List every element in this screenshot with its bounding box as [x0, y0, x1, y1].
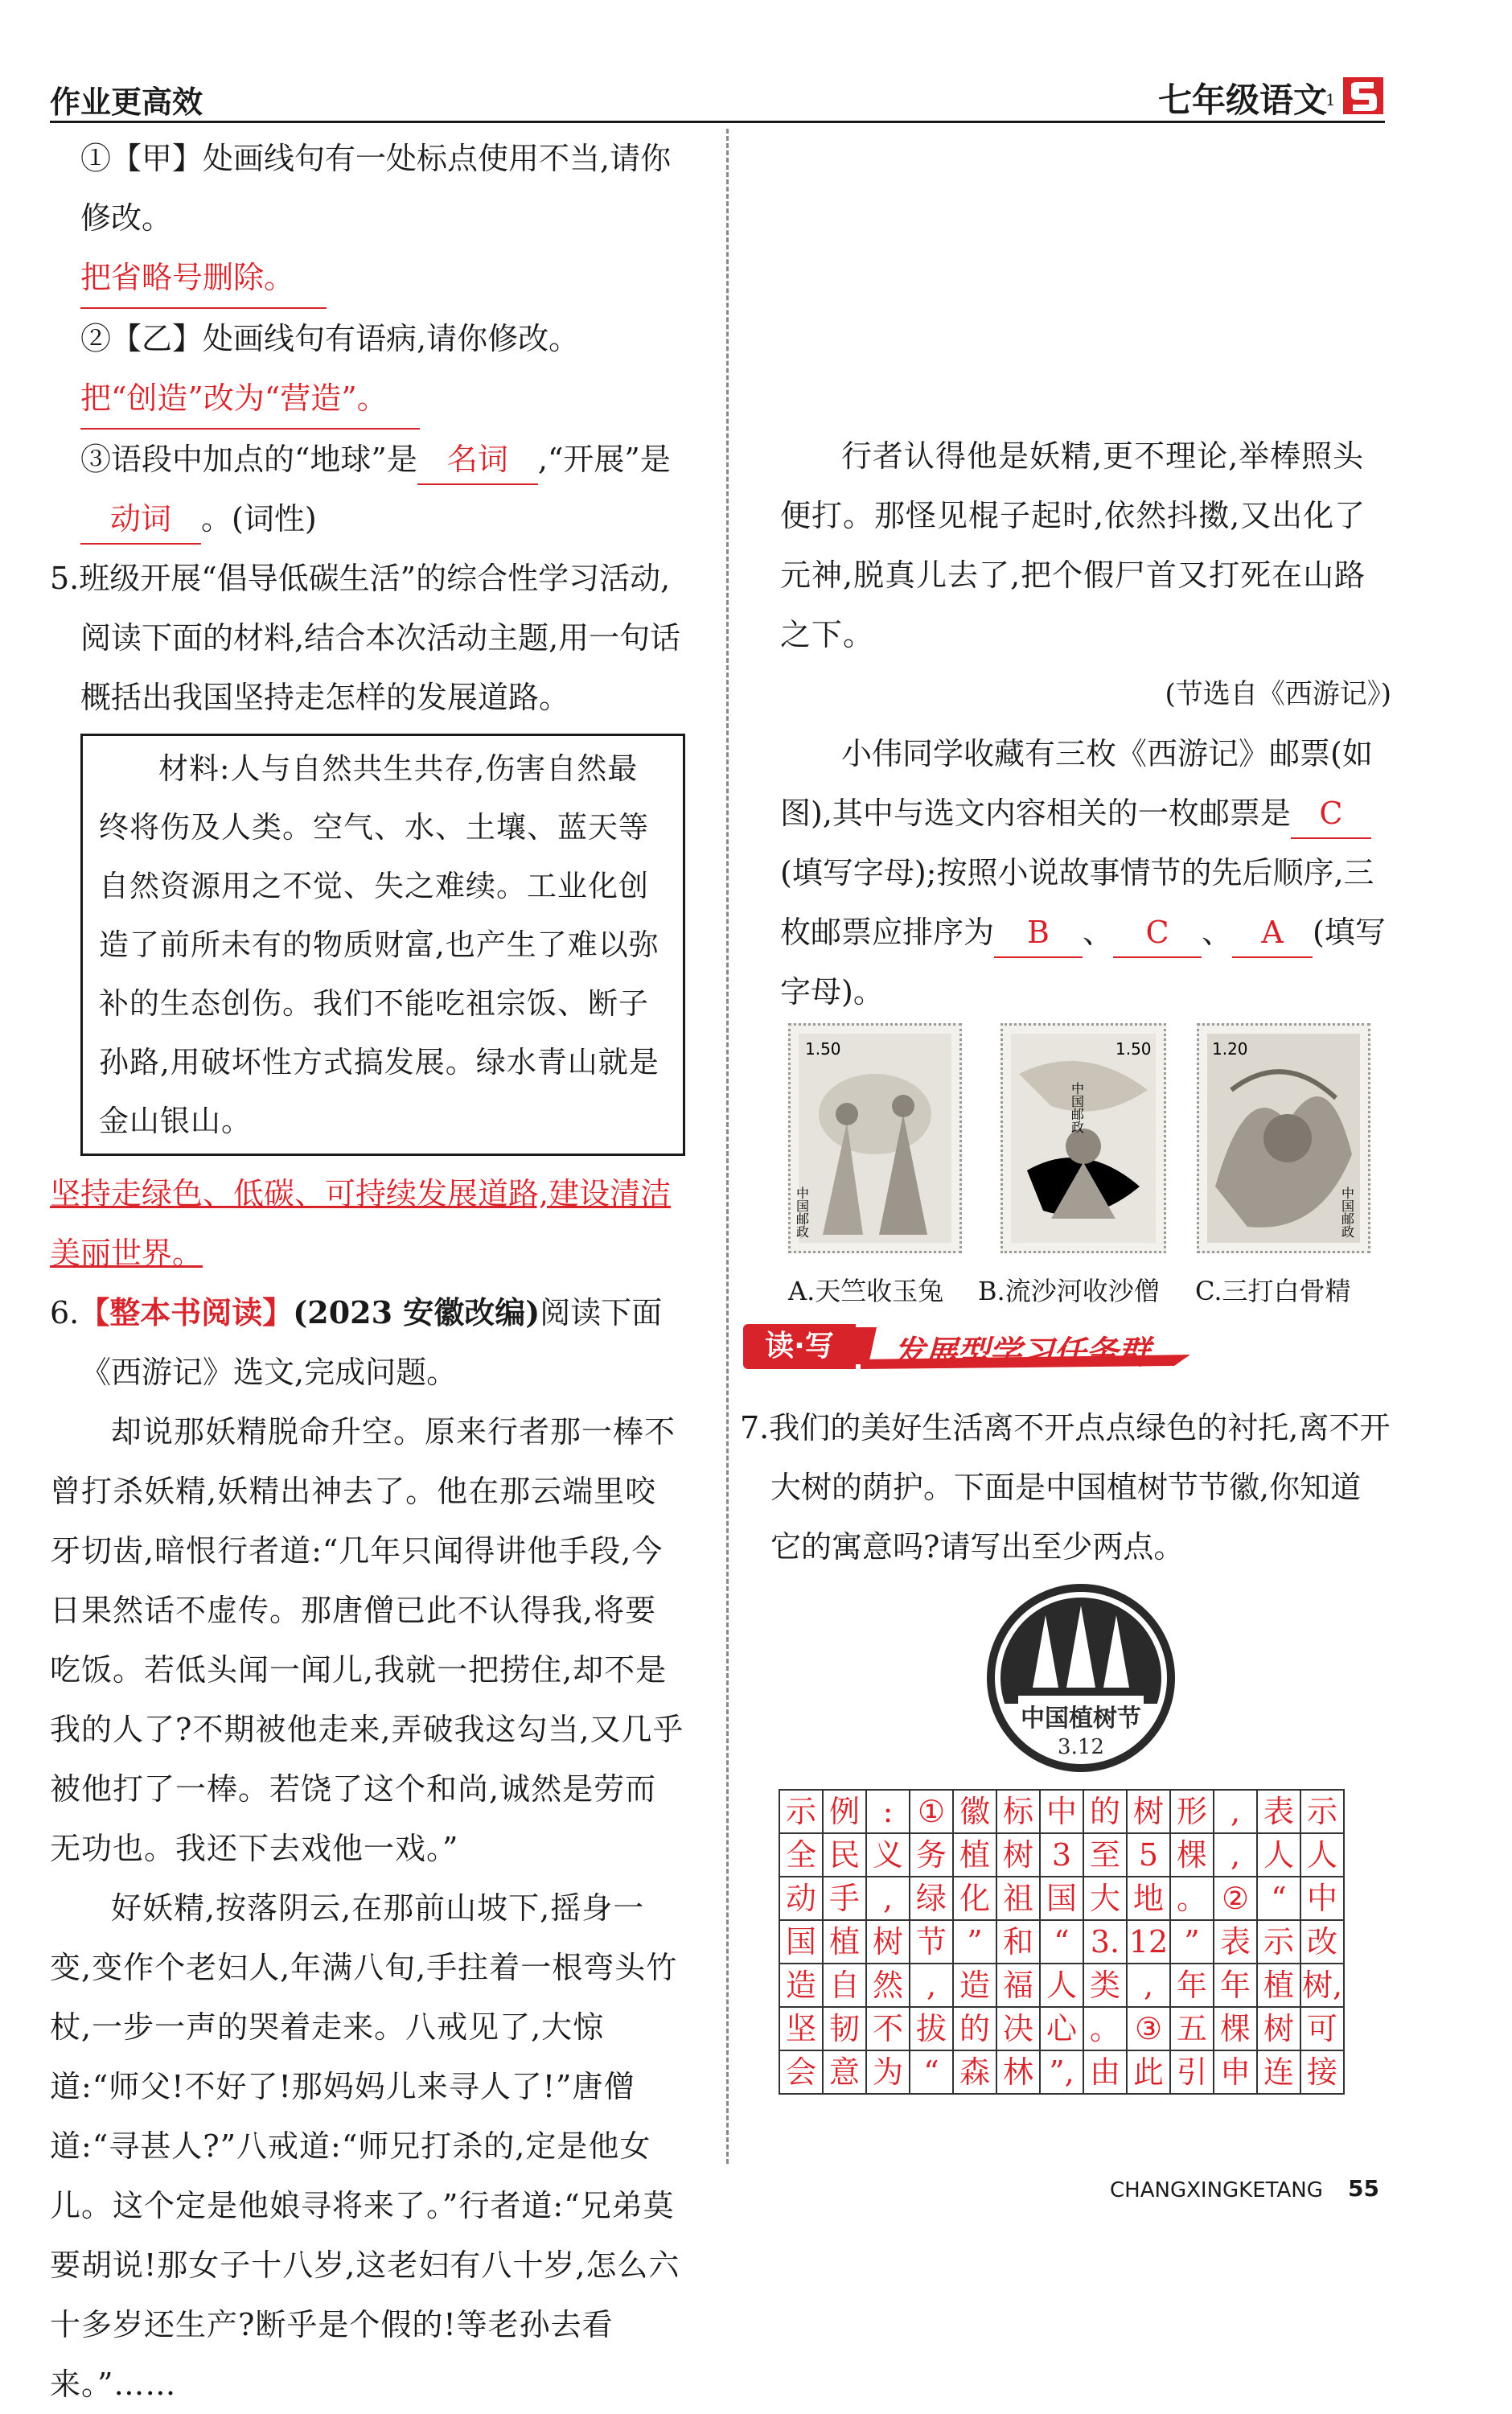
grid-cell: 和 — [996, 1920, 1040, 1964]
q7-block — [740, 1398, 1391, 1577]
q6-passage-para2: 好妖精,按落阴云,在那前山坡下,摇身一变,变作个老妇人,年满八旬,手拄着一根弯头竹杖,一步一声的哭着走来。八戒见了,大惊道:“师父!不好了!那妈妈儿来寻人了!”唐僧道:“寻甚人?”八戒道:“师兄打杀的,定是他女儿。这个定是他娘寻将来了。”行者道:“兄弟莫要胡说!那女子十八岁,这老妇有八十岁,怎么六十多岁还生产?断乎是个假的!等老孙去看来。”…… — [50, 1890, 680, 2402]
grid-row — [779, 1877, 1344, 1920]
q4-item1-answer — [50, 248, 685, 309]
header-rule — [50, 121, 1385, 123]
grid-cell: 树 — [1127, 1790, 1170, 1833]
page-number: 55 — [1348, 2175, 1379, 2202]
grid-cell: 。 — [1083, 2007, 1127, 2050]
grid-cell: 形 — [1170, 1790, 1214, 1833]
stamp-a-caption: A.天竺收玉兔 — [788, 1276, 944, 1306]
grid-cell: 12 — [1127, 1920, 1170, 1964]
grid-cell: 中 — [1040, 1790, 1083, 1833]
stamp-b-caption: B.流沙河收沙僧 — [978, 1276, 1160, 1306]
grid-cell: 棵 — [1170, 1833, 1214, 1877]
footer-brand: CHANGXINGKETANG — [1110, 2178, 1323, 2202]
publisher-logo-icon — [1341, 72, 1388, 119]
q6-answer-order2: C — [1113, 908, 1202, 958]
q6-citation: (节选自《西游记》) — [1165, 678, 1391, 710]
grid-cell: ③ — [1127, 2007, 1170, 2050]
grid-cell: 。 — [1170, 1877, 1214, 1920]
q6-order-sep2: 、 — [1202, 915, 1233, 950]
section-title: 发展型学习任务群 — [893, 1334, 1150, 1371]
grid-cell: 示 — [1300, 1790, 1344, 1833]
grid-cell: 例 — [823, 1790, 866, 1833]
stamp-b-value: 1.50 — [1116, 1039, 1152, 1059]
grid-cell: , — [866, 1877, 910, 1920]
header-left-title: 作业更高效 — [50, 84, 203, 120]
grid-cell: 3 — [1040, 1833, 1083, 1877]
grid-cell: 人 — [1257, 1833, 1300, 1877]
grid-cell: 连 — [1257, 2050, 1300, 2094]
grid-cell: 类 — [1083, 1964, 1127, 2007]
stamp-c-caption: C.三打白骨精 — [1195, 1276, 1351, 1306]
stamp-c-country: 中国邮政 — [1339, 1186, 1355, 1238]
q5-material-box — [80, 734, 685, 1156]
q6-tag: 【整本书阅读】 — [79, 1295, 294, 1330]
q7-stem: 7.我们的美好生活离不开点点绿色的衬托,离不开大树的荫护。下面是中国植树节节徽,你知道它的寓意吗?请写出至少两点。 — [740, 1410, 1391, 1565]
grid-cell: , — [1127, 1964, 1170, 2007]
grid-cell: 造 — [779, 1964, 823, 2007]
q6-source: (2023 安徽改编) — [293, 1294, 540, 1330]
emblem-date: 3.12 — [1058, 1735, 1104, 1759]
stamp-b — [1000, 1023, 1166, 1253]
q6-passage-para3: 行者认得他是妖精,更不理论,举棒照头便打。那怪见棍子起时,依然抖擞,又出化了元神,脱真儿去了,把个假尸首又打死在山路之下。 — [780, 438, 1366, 652]
grid-cell: 树 — [866, 1920, 910, 1964]
q4-item1-answer-text: 把省略号删除。 — [80, 248, 327, 309]
grid-cell: 改 — [1300, 1920, 1344, 1964]
grid-cell: 国 — [1040, 1877, 1083, 1920]
grid-cell: 不 — [866, 2007, 910, 2050]
grid-cell: 树 — [1257, 2007, 1300, 2050]
grid-cell: 韧 — [823, 2007, 866, 2050]
grid-cell: 示 — [1257, 1920, 1300, 1964]
grid-cell: “ — [1040, 1920, 1083, 1964]
grid-cell: 绿 — [910, 1877, 953, 1920]
grid-cell: 树 — [996, 1833, 1040, 1877]
grid-cell: 植 — [1257, 1964, 1300, 2007]
grid-cell: 心 — [1040, 2007, 1083, 2050]
grid-cell: 申 — [1214, 2050, 1257, 2094]
grid-cell: 动 — [779, 1877, 823, 1920]
grid-cell: 树, — [1300, 1964, 1344, 2007]
stamp-a-country: 中国邮政 — [794, 1186, 810, 1238]
grid-cell: 造 — [953, 1964, 996, 2007]
grid-cell: 五 — [1170, 2007, 1214, 2050]
grid-cell: 手 — [823, 1877, 866, 1920]
header-subject-title: 七年级语文 — [1158, 80, 1328, 120]
grid-cell: 大 — [1083, 1877, 1127, 1920]
q5-material-text: 材料:人与自然共生共存,伤害自然最终将伤及人类。空气、水、土壤、蓝天等自然资源用之不觉、失之难续。工业化创造了前所未有的物质财富,也产生了难以弥补的生态创伤。我们不能吃祖宗饭、断子孙路,用破坏性方式搞发展。绿水青山就是金山银山。 — [99, 751, 659, 1138]
grid-cell: 植 — [953, 1833, 996, 1877]
q4-item2-answer-text: 把“创造”改为“营造”。 — [80, 368, 420, 430]
stamp-c-value: 1.20 — [1212, 1039, 1248, 1059]
q6-number: 6. — [50, 1295, 80, 1330]
q4-item3-answer2: 动词 — [80, 495, 201, 545]
grid-cell: 5 — [1127, 1833, 1170, 1877]
grid-cell: 中 — [1300, 1877, 1344, 1920]
grid-cell: 表 — [1257, 1790, 1300, 1833]
grid-cell: 林 — [996, 2050, 1040, 2094]
q6-order-sep1: 、 — [1083, 915, 1114, 950]
grid-cell: 节 — [910, 1920, 953, 1964]
q6-stem-rest: 阅读下面《西游记》选文,完成问题。 — [80, 1295, 663, 1390]
left-column — [50, 129, 685, 2414]
grid-cell: 此 — [1127, 2050, 1170, 2094]
grid-cell: 森 — [953, 2050, 996, 2094]
grid-cell: ② — [1214, 1877, 1257, 1920]
q6-question-end: (填写字母)。 — [780, 915, 1386, 1010]
grid-cell: 全 — [779, 1833, 823, 1877]
q4-item3-pre: ③语段中加点的“地球”是 — [80, 442, 417, 477]
q4-item3-post: 。(词性) — [201, 501, 317, 537]
grid-cell: 化 — [953, 1877, 996, 1920]
grid-cell: ” — [953, 1920, 996, 1964]
grid-cell: 意 — [823, 2050, 866, 2094]
q4-item2-answer — [50, 368, 685, 430]
stamp-c — [1197, 1023, 1370, 1253]
grid-cell: 年 — [1214, 1964, 1257, 2007]
q4-item2: ②【乙】处画线句有语病,请你修改。 — [80, 321, 580, 356]
q6-answer-related: C — [1291, 789, 1371, 839]
grid-cell: 标 — [996, 1790, 1040, 1833]
grid-cell: 表 — [1214, 1920, 1257, 1964]
grid-cell: 接 — [1300, 2050, 1344, 2094]
grid-cell: 地 — [1127, 1877, 1170, 1920]
q6-question-a: 小伟同学收藏有三枚《西游记》邮票(如图),其中与选文内容相关的一枚邮票是 — [780, 736, 1373, 831]
grid-cell: 的 — [953, 2007, 996, 2050]
stamp-b-illustration-icon — [1003, 1026, 1164, 1251]
grid-cell: , — [1214, 1833, 1257, 1877]
q6-passage-para1: 却说那妖精脱命升空。原来行者那一棒不曾打杀妖精,妖精出神去了。他在那云端里咬牙切齿,暗恨行者道:“几年只闻得讲他手段,今日果然话不虚传。那唐僧已此不认得我,将要吃饭。若低头闻一闻儿,我就一把捞住,却不是我的人了?不期被他走来,弄破我这勾当,又几乎被他打了一棒。若饶了这个和尚,诚然是劳而无功也。我还下去戏他一戏。” — [50, 1414, 684, 1866]
arbor-day-emblem-icon — [986, 1583, 1176, 1773]
header-subscript: 1 — [1325, 90, 1336, 109]
grid-cell: 然 — [866, 1964, 910, 2007]
grid-cell: ① — [910, 1790, 953, 1833]
grid-cell: 务 — [910, 1833, 953, 1877]
grid-cell: 由 — [1083, 2050, 1127, 2094]
grid-row — [779, 2050, 1344, 2094]
grid-cell: 民 — [823, 1833, 866, 1877]
section-tag: 读·写 — [743, 1324, 856, 1369]
q6-question — [780, 724, 1391, 1022]
grid-cell: 引 — [1170, 2050, 1214, 2094]
grid-cell: 至 — [1083, 1833, 1127, 1877]
grid-cell: 祖 — [996, 1877, 1040, 1920]
q5-stem: 5.班级开展“倡导低碳生活”的综合性学习活动,阅读下面的材料,结合本次活动主题,用一句话概括出我国坚持走怎样的发展道路。 — [50, 561, 681, 715]
grid-cell: 棵 — [1214, 2007, 1257, 2050]
grid-cell: , — [1214, 1790, 1257, 1833]
q4-item3-answer1: 名词 — [417, 435, 538, 485]
grid-cell: 国 — [779, 1920, 823, 1964]
grid-cell: 徽 — [953, 1790, 996, 1833]
stamp-a — [788, 1023, 962, 1253]
stamp-a-illustration-icon — [791, 1026, 959, 1251]
q6-stem — [50, 1283, 685, 1402]
grid-cell: 的 — [1083, 1790, 1127, 1833]
grid-cell: 自 — [823, 1964, 866, 2007]
grid-cell: 3. — [1083, 1920, 1127, 1964]
grid-row — [779, 1790, 1344, 1833]
q6-question-b: (填写字母);按照小说故事情节的先后顺序,三枚邮票应排序为 — [780, 855, 1374, 950]
grid-cell: 决 — [996, 2007, 1040, 2050]
grid-cell: 会 — [779, 2050, 823, 2094]
stamp-b-country: 中国邮政 — [1069, 1082, 1085, 1133]
grid-cell: : — [866, 1790, 910, 1833]
grid-cell: 植 — [823, 1920, 866, 1964]
grid-cell: 示 — [779, 1790, 823, 1833]
grid-cell: ”, — [1040, 2050, 1083, 2094]
grid-cell: 义 — [866, 1833, 910, 1877]
q5-answer: 坚持走绿色、低碳、可持续发展道路,建设清洁美丽世界。 — [50, 1176, 672, 1271]
q4-item3-mid: ,“开展”是 — [537, 442, 671, 477]
q6-answer-order1: B — [994, 908, 1083, 958]
grid-cell: 拔 — [910, 2007, 953, 2050]
grid-cell: “ — [1257, 1877, 1300, 1920]
grid-row — [779, 1964, 1344, 2007]
grid-cell: 福 — [996, 1964, 1040, 2007]
grid-cell: 人 — [1300, 1833, 1344, 1877]
q4-item1: ①【甲】处画线句有一处标点使用不当,请你修改。 — [80, 141, 672, 236]
q7-answer-grid — [779, 1789, 1345, 2095]
grid-cell: 为 — [866, 2050, 910, 2094]
q4-item3 — [50, 430, 685, 549]
stamp-c-illustration-icon — [1199, 1026, 1368, 1251]
right-column-content — [780, 129, 1391, 1022]
grid-cell: 坚 — [779, 2007, 823, 2050]
grid-row — [779, 2007, 1344, 2050]
grid-cell: “ — [910, 2050, 953, 2094]
emblem-title: 中国植树节 — [1021, 1705, 1141, 1733]
grid-cell: 年 — [1170, 1964, 1214, 2007]
grid-cell: 可 — [1300, 2007, 1344, 2050]
grid-row — [779, 1920, 1344, 1964]
grid-cell: , — [910, 1964, 953, 2007]
column-divider — [726, 129, 729, 2164]
q6-answer-order3: A — [1232, 908, 1313, 958]
grid-cell: ” — [1170, 1920, 1214, 1964]
stamp-a-value: 1.50 — [805, 1039, 841, 1059]
grid-row — [779, 1833, 1344, 1877]
grid-cell: 人 — [1040, 1964, 1083, 2007]
